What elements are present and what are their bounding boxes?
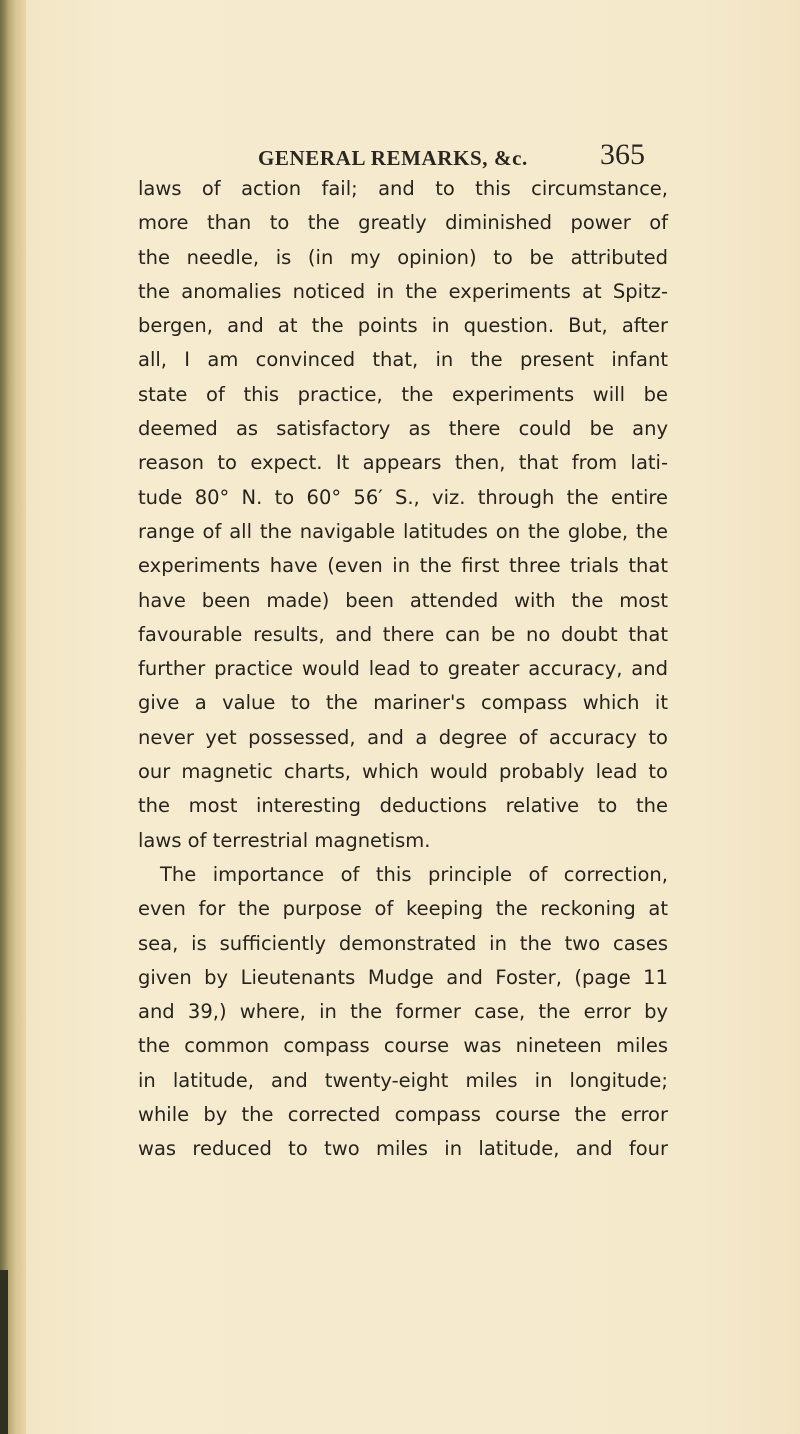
text-line: sea, is sufficiently demonstrated in the two cases: [138, 931, 668, 955]
page-binding-shadow: [0, 1270, 8, 1434]
text-line: in latitude, and twenty-eight miles in longitude;: [138, 1068, 668, 1092]
text-line: The importance of this principle of correction,: [160, 862, 668, 886]
text-line: favourable results, and there can be no doubt that: [138, 622, 668, 646]
text-line: and 39,) where, in the former case, the error by: [138, 1000, 668, 1024]
text-line: reason to expect. It appears then, that from lati-: [138, 451, 668, 475]
text-line: deemed as satisfactory as there could be any: [138, 417, 668, 441]
text-line: range of all the navigable latitudes on the globe, the: [138, 519, 668, 543]
text-line: have been made) been attended with the most: [138, 588, 668, 612]
text-line: the common compass course was nineteen miles: [138, 1034, 668, 1058]
text-line: laws of action fail; and to this circumstance,: [138, 177, 668, 200]
text-line: tude 80° N. to 60° 56′ S., viz. through the entire: [138, 485, 668, 509]
text-line: was reduced to two miles in latitude, and four: [138, 1137, 668, 1161]
text-line: laws of terrestrial magnetism.: [138, 828, 431, 852]
running-head: GENERAL REMARKS, &c.: [258, 146, 528, 170]
text-line: further practice would lead to greater accuracy, and: [138, 657, 668, 681]
text-line: experiments have (even in the first three trials that: [138, 554, 668, 578]
text-line: the anomalies noticed in the experiments at Spitz-: [138, 279, 668, 303]
page-number: 365: [600, 138, 645, 171]
text-line: never yet possessed, and a degree of accuracy to: [138, 725, 668, 749]
text-line: the needle, is (in my opinion) to be attributed: [138, 245, 668, 269]
text-line: even for the purpose of keeping the reckoning at: [138, 897, 668, 921]
text-line: our magnetic charts, which would probably lead to: [138, 760, 668, 784]
text-line: give a value to the mariner's compass which it: [138, 691, 668, 715]
text-line: all, I am convinced that, in the present infant: [138, 348, 668, 372]
page-binding-edge: [0, 0, 26, 1434]
text-line: the most interesting deductions relative to the: [138, 794, 668, 818]
text-line: given by Lieutenants Mudge and Foster, (page 11: [138, 965, 668, 989]
text-line: more than to the greatly diminished power of: [138, 211, 668, 235]
text-line: bergen, and at the points in question. But, after: [138, 314, 668, 338]
text-line: state of this practice, the experiments will be: [138, 382, 668, 406]
text-line: while by the corrected compass course the error: [138, 1103, 668, 1127]
body-text: [138, 172, 668, 1167]
